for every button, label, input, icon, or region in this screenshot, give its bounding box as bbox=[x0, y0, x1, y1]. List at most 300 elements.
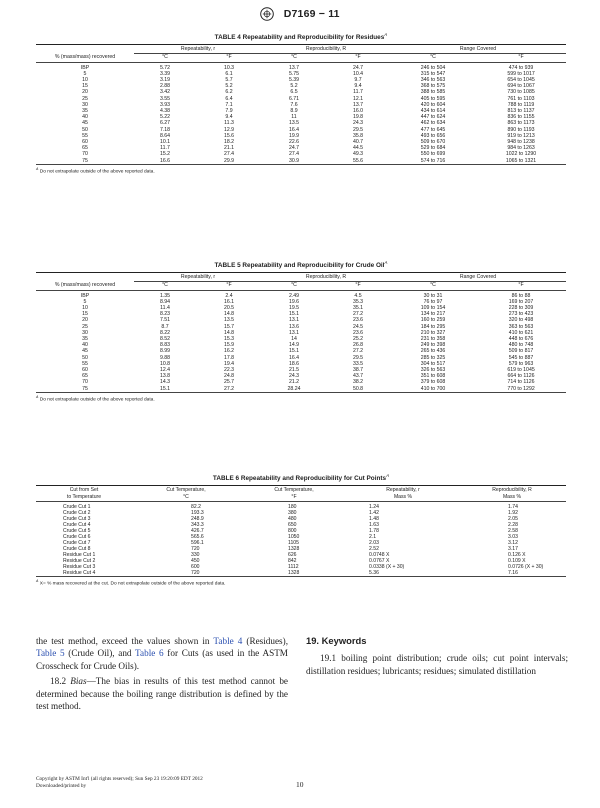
table-cell: 8.94 bbox=[159, 298, 171, 305]
table-cell: 15.1 bbox=[288, 348, 300, 355]
table-cell: 7.51 bbox=[159, 317, 171, 324]
row-label: 55 bbox=[82, 132, 88, 139]
table-cell: 9.7 bbox=[354, 76, 362, 83]
table5-unit-header: °F bbox=[326, 282, 390, 291]
header-line: Cut from Set bbox=[69, 487, 99, 494]
table-cell: 14 bbox=[291, 335, 297, 342]
table-cell: 351 to 608 bbox=[420, 373, 446, 380]
table-cell: 12.9 bbox=[223, 126, 235, 133]
copyright-line: Copyright by ASTM Int'l (all rights reserved); Sun Sep 23 19:20:09 EDT 2012 bbox=[36, 776, 203, 782]
table5-unit-header: °C bbox=[390, 282, 476, 291]
table-cell: 0.0726 (X + 30) bbox=[508, 563, 544, 570]
table-cell: 3.39 bbox=[159, 70, 171, 77]
table6-column-header bbox=[240, 486, 348, 502]
row-label: 75 bbox=[82, 157, 88, 164]
table-cell: 249 to 398 bbox=[420, 342, 446, 349]
row-label: 10 bbox=[82, 76, 88, 83]
table-cell: 13.1 bbox=[288, 329, 300, 336]
table-cell: 1.92 bbox=[508, 509, 518, 516]
table-cell: 1328 bbox=[288, 545, 300, 552]
header-line: to Temperature bbox=[66, 493, 102, 500]
table-cell: 16.1 bbox=[223, 298, 235, 305]
table-cell: 842 bbox=[288, 557, 297, 564]
table-cell: 30.9 bbox=[288, 157, 300, 164]
table-cell: 7.9 bbox=[225, 107, 233, 114]
table-cell: 21.1 bbox=[223, 145, 235, 152]
row-label: 50 bbox=[82, 126, 88, 133]
table-cell: 35.3 bbox=[352, 298, 364, 305]
table-cell: 2.28 bbox=[508, 521, 518, 528]
table4 bbox=[36, 45, 566, 164]
table-cell: 3.55 bbox=[159, 95, 171, 102]
table-cell: 8.9 bbox=[290, 107, 298, 114]
page-number: 10 bbox=[296, 780, 304, 789]
table-cell: 24.7 bbox=[352, 64, 364, 71]
table-cell: 13.7 bbox=[288, 64, 300, 71]
table5 bbox=[36, 273, 566, 392]
table-cell: 5.22 bbox=[159, 114, 171, 121]
table-cell: 82.2 bbox=[191, 503, 201, 510]
table-cell: 770 to 1292 bbox=[507, 385, 535, 392]
row-label: 20 bbox=[82, 317, 88, 324]
header-line: °F bbox=[291, 493, 297, 500]
table-cell: 16.2 bbox=[223, 348, 235, 355]
header-line: Mass % bbox=[393, 493, 413, 500]
table-cell: 368 to 575 bbox=[420, 83, 446, 90]
table-cell: 529 to 684 bbox=[420, 145, 446, 152]
row-label: IBP bbox=[80, 64, 90, 71]
table-cell: 890 to 1193 bbox=[507, 126, 535, 133]
row-label: 40 bbox=[82, 342, 88, 349]
table-cell: 3.42 bbox=[159, 89, 171, 96]
table-cell: 12.4 bbox=[159, 366, 171, 373]
row-label: 40 bbox=[82, 114, 88, 121]
table6-column-header bbox=[36, 486, 132, 502]
table4-group-range: Range Covered bbox=[390, 45, 566, 54]
table-cell: 24.5 bbox=[352, 323, 364, 330]
table-cell: 33.5 bbox=[352, 360, 364, 367]
table-cell: 4.38 bbox=[159, 107, 171, 114]
table-cell: 304 to 517 bbox=[420, 360, 446, 367]
table-cell: 24.3 bbox=[288, 373, 300, 380]
table-cell: 326 to 563 bbox=[420, 366, 446, 373]
table-cell: 76 to 97 bbox=[423, 298, 443, 305]
row-label: 35 bbox=[82, 107, 88, 114]
table-cell: 10.1 bbox=[159, 138, 171, 145]
table-cell: 29.9 bbox=[223, 157, 235, 164]
table-cell: 3.19 bbox=[159, 76, 171, 83]
copyright-footer bbox=[36, 776, 456, 790]
table-cell: 3.17 bbox=[508, 545, 518, 552]
table-cell: 1.63 bbox=[369, 521, 379, 528]
table-cell: 863 to 1173 bbox=[507, 120, 535, 127]
header-line: Cut Temperature, bbox=[166, 487, 206, 494]
table-cell: 50.8 bbox=[352, 385, 364, 392]
table-cell: 379 to 608 bbox=[420, 379, 446, 386]
table-cell: 184 to 295 bbox=[420, 323, 446, 330]
table-cell: 160 to 259 bbox=[420, 317, 446, 324]
table-cell: 43.7 bbox=[352, 373, 364, 380]
table-cell: 509 to 670 bbox=[420, 138, 446, 145]
table-cell: 246 to 504 bbox=[420, 64, 446, 71]
table5-group-repeatability: Repeatability, r bbox=[134, 273, 262, 282]
table-row bbox=[36, 502, 566, 510]
table5-link[interactable]: Table 5 bbox=[36, 648, 65, 659]
table5-unit-header: °C bbox=[262, 282, 326, 291]
table-cell: 545 to 887 bbox=[508, 354, 534, 361]
table-cell: 654 to 1045 bbox=[507, 76, 535, 83]
table-cell: 2.58 bbox=[508, 527, 518, 534]
table-cell: 11 bbox=[291, 114, 297, 121]
table-cell: 730 to 1085 bbox=[507, 89, 535, 96]
table-cell: 22.3 bbox=[223, 366, 235, 373]
table-cell: 8.64 bbox=[159, 132, 171, 139]
table-cell: 15.1 bbox=[159, 385, 171, 392]
table-cell: 231 to 358 bbox=[420, 335, 446, 342]
row-label: 5 bbox=[83, 70, 87, 77]
table-cell: 23.6 bbox=[352, 329, 364, 336]
table-cell: 550 to 699 bbox=[420, 151, 446, 158]
astm-logo-icon bbox=[260, 7, 274, 21]
row-label: Crude Cut 6 bbox=[63, 533, 91, 540]
table-row bbox=[36, 291, 566, 299]
table6 bbox=[36, 486, 566, 576]
table-cell: 38.2 bbox=[352, 379, 364, 386]
table6-column-header bbox=[458, 486, 566, 502]
table-cell: 21.5 bbox=[288, 366, 300, 373]
table-cell: 38.7 bbox=[352, 366, 364, 373]
table4-unit-header: °F bbox=[196, 54, 262, 63]
table-cell: 13.6 bbox=[288, 323, 300, 330]
table-cell: 5.36 bbox=[369, 569, 379, 576]
row-label: IBP bbox=[80, 292, 90, 299]
table4-link[interactable]: Table 4 bbox=[213, 636, 243, 646]
table-cell: 405 to 595 bbox=[420, 95, 446, 102]
table-cell: 14.8 bbox=[223, 329, 235, 336]
table-cell: 49.3 bbox=[352, 151, 364, 158]
table-cell: 7.6 bbox=[290, 101, 298, 108]
table-cell: 714 to 1126 bbox=[507, 379, 535, 386]
table-cell: 11.4 bbox=[160, 304, 170, 311]
row-label: 5 bbox=[83, 298, 87, 305]
table-cell: 579 to 963 bbox=[508, 360, 534, 367]
header-line: °C bbox=[183, 493, 189, 500]
table-cell: 15.6 bbox=[223, 132, 235, 139]
table-cell: 410 to 700 bbox=[420, 385, 446, 392]
table-cell: 948 to 1238 bbox=[507, 138, 535, 145]
row-label: 65 bbox=[82, 373, 88, 380]
table-cell: 22.6 bbox=[288, 138, 300, 145]
table-cell: 25.7 bbox=[223, 379, 235, 386]
table-cell: 363 to 563 bbox=[508, 323, 534, 330]
table-cell: 55.6 bbox=[352, 157, 364, 164]
table-cell: 7.16 bbox=[508, 569, 518, 576]
table6-title: TABLE 6 Repeatability and Reproducibility for Cut Points$^A$ bbox=[212, 473, 390, 483]
row-label: 25 bbox=[82, 95, 88, 102]
table-cell: 13.8 bbox=[159, 373, 171, 380]
table-cell: 434 to 614 bbox=[420, 107, 446, 114]
body-text-right bbox=[306, 635, 568, 677]
table-cell: 24.7 bbox=[288, 145, 300, 152]
table-cell: 19.5 bbox=[288, 304, 300, 311]
table-cell: 265 to 436 bbox=[420, 348, 446, 355]
header-line: Mass % bbox=[502, 493, 522, 500]
table5-group-reproducibility: Reproducibility, R bbox=[262, 273, 390, 282]
table-cell: 11.3 bbox=[224, 120, 234, 127]
table-cell: 343.3 bbox=[191, 521, 204, 528]
table-cell: 20.5 bbox=[223, 304, 235, 311]
row-label: 45 bbox=[82, 348, 88, 355]
row-label: Residue Cut 1 bbox=[63, 551, 96, 558]
table-cell: 5.39 bbox=[288, 76, 300, 83]
table-cell: 1328 bbox=[288, 569, 300, 576]
table5-unit-header: °F bbox=[196, 282, 262, 291]
table-cell: 15.9 bbox=[223, 342, 235, 349]
table-cell: 19.8 bbox=[352, 114, 364, 121]
header-line: Cut Temperature, bbox=[274, 487, 314, 494]
table-cell: 44.5 bbox=[352, 145, 364, 152]
table-cell: 388 to 585 bbox=[420, 89, 446, 96]
table-cell: 27.4 bbox=[223, 151, 235, 158]
table6-column-header bbox=[132, 486, 240, 502]
header-line: Repeatability, r bbox=[386, 487, 420, 494]
table-cell: 0.0338 (X + 30) bbox=[369, 563, 405, 570]
row-label: 25 bbox=[82, 323, 88, 330]
row-label: 45 bbox=[82, 120, 88, 127]
table-cell: 9.88 bbox=[159, 354, 171, 361]
table4-group-repeatability: Repeatability, r bbox=[134, 45, 262, 54]
page-header bbox=[0, 5, 600, 25]
row-label: 15 bbox=[82, 83, 88, 90]
table-cell: 9.4 bbox=[354, 83, 362, 90]
table-cell: 18.6 bbox=[288, 360, 300, 367]
table-cell: 5.2 bbox=[225, 83, 233, 90]
table-cell: 228 to 309 bbox=[508, 304, 534, 311]
table-cell: 24.8 bbox=[223, 373, 235, 380]
row-label: 65 bbox=[82, 145, 88, 152]
table-cell: 10.3 bbox=[223, 64, 235, 71]
row-label: 75 bbox=[82, 385, 88, 392]
table-cell: 285 to 325 bbox=[420, 354, 446, 361]
table-cell: 380 bbox=[288, 509, 297, 516]
table4-footnote: $^A$ Do not extrapolate outside of the above reported data. bbox=[36, 164, 566, 176]
table6-footnote: $^A$ X= % mass recovered at the cut. Do not extrapolate outside of the above reported data. bbox=[36, 576, 566, 588]
paragraph-18-1-continuation: the test method, exceed the values shown in Table 4 (Residues), Table 5 (Crude Oil), and Table 6 for Cuts (as used in the ASTM Crosscheck for Crude Oils). bbox=[36, 636, 288, 671]
row-label: 70 bbox=[82, 379, 88, 386]
table-cell: 650 bbox=[288, 521, 297, 528]
table-cell: 15.2 bbox=[159, 151, 171, 158]
table-cell: 984 to 1263 bbox=[507, 145, 535, 152]
table-cell: 35.8 bbox=[352, 132, 364, 139]
row-label: 30 bbox=[82, 101, 88, 108]
table-cell: 6.1 bbox=[225, 70, 233, 77]
table-cell: 15.1 bbox=[288, 311, 300, 318]
table-cell: 2.52 bbox=[369, 545, 379, 552]
table-cell: 1.48 bbox=[369, 515, 379, 522]
table-cell: 16.0 bbox=[352, 107, 364, 114]
table-cell: 509 to 817 bbox=[508, 348, 534, 355]
table5-group-range: Range Covered bbox=[390, 273, 566, 282]
table-cell: 3.03 bbox=[508, 533, 518, 540]
table-cell: 8.22 bbox=[159, 329, 171, 336]
table-cell: 10.4 bbox=[352, 70, 364, 77]
table-cell: 0.109 X bbox=[508, 557, 526, 564]
table4-title: TABLE 4 Repeatability and Reproducibility for Residues$^A$ bbox=[214, 32, 388, 42]
table-cell: 477 to 645 bbox=[420, 126, 446, 133]
table-cell: 35.1 bbox=[352, 304, 364, 311]
table-cell: 694 to 1067 bbox=[507, 83, 535, 90]
table-cell: 30 to 31 bbox=[423, 292, 443, 299]
table-cell: 210 to 327 bbox=[420, 329, 446, 336]
table-cell: 29.5 bbox=[352, 126, 364, 133]
table-cell: 27.2 bbox=[352, 348, 364, 355]
table-cell: 17.8 bbox=[223, 354, 235, 361]
table-cell: 480 to 748 bbox=[508, 342, 534, 349]
table-cell: 8.23 bbox=[159, 311, 171, 318]
table-cell: 3.12 bbox=[508, 539, 518, 546]
table-cell: 720 bbox=[191, 545, 200, 552]
table-cell: 448 to 676 bbox=[508, 335, 534, 342]
row-label: Crude Cut 7 bbox=[63, 539, 91, 546]
table-cell: 1112 bbox=[288, 563, 299, 570]
table-cell: 836 to 1155 bbox=[507, 114, 535, 121]
table-cell: 169 to 207 bbox=[508, 298, 534, 305]
table-cell: 664 to 1126 bbox=[507, 373, 535, 380]
table-cell: 19.4 bbox=[223, 360, 235, 367]
table-cell: 599 to 1017 bbox=[507, 70, 535, 77]
table-cell: 6.27 bbox=[159, 120, 171, 127]
table-cell: 15.7 bbox=[223, 323, 235, 330]
table-cell: 10.8 bbox=[159, 360, 171, 367]
table-cell: 14.3 bbox=[159, 379, 171, 386]
row-label: Crude Cut 4 bbox=[63, 521, 91, 528]
table-cell: 493 to 656 bbox=[420, 132, 446, 139]
table-cell: 27.2 bbox=[223, 385, 235, 392]
table-cell: 15.3 bbox=[223, 335, 235, 342]
table-cell: 1.78 bbox=[369, 527, 379, 534]
table4-group-reproducibility: Reproducibility, R bbox=[262, 45, 390, 54]
table-cell: 5.2 bbox=[290, 83, 298, 90]
table-cell: 2.05 bbox=[508, 515, 518, 522]
table-cell: 26.8 bbox=[352, 342, 364, 349]
table-cell: 919 to 1213 bbox=[507, 132, 535, 139]
table-cell: 25.2 bbox=[352, 335, 364, 342]
table-cell: 462 to 634 bbox=[420, 120, 446, 127]
table-cell: 330 bbox=[191, 551, 200, 558]
row-label: Crude Cut 8 bbox=[63, 545, 91, 552]
table-cell: 21.2 bbox=[288, 379, 300, 386]
row-label: Crude Cut 1 bbox=[63, 503, 91, 510]
table-cell: 813 to 1137 bbox=[507, 107, 535, 114]
table-cell: 273 to 423 bbox=[508, 311, 534, 318]
table-cell: 2.03 bbox=[369, 539, 379, 546]
row-label: Crude Cut 3 bbox=[63, 515, 91, 522]
table-cell: 346 to 563 bbox=[420, 76, 446, 83]
table-cell: 1.42 bbox=[369, 509, 379, 516]
table-cell: 12.1 bbox=[352, 95, 364, 102]
table4-row-header: % (mass/mass) recovered bbox=[36, 45, 134, 62]
table-cell: 8.99 bbox=[159, 348, 171, 355]
table5-title: TABLE 5 Repeatability and Reproducibility for Crude Oil$^A$ bbox=[214, 260, 388, 270]
table-cell: 6.4 bbox=[225, 95, 233, 102]
table-cell: 1.24 bbox=[369, 503, 379, 510]
table-cell: 788 to 1119 bbox=[507, 101, 535, 108]
table4-unit-header: °C bbox=[390, 54, 476, 63]
table-cell: 447 to 624 bbox=[420, 114, 446, 121]
table4-unit-header: °F bbox=[476, 54, 566, 63]
table5-row-header: % (mass/mass) recovered bbox=[36, 273, 134, 290]
paragraph-18-2-bias: 18.2 Bias—The bias in results of this test method cannot be determined because the boiling range distribution is defined by the test method. bbox=[36, 676, 289, 712]
table-cell: 18.2 bbox=[223, 138, 235, 145]
table-cell: 16.6 bbox=[159, 157, 171, 164]
table-cell: 1.74 bbox=[508, 503, 518, 510]
table-cell: 1022 to 1290 bbox=[505, 151, 537, 158]
table6-block bbox=[36, 471, 566, 588]
table-cell: 2.49 bbox=[288, 292, 300, 299]
table-cell: 19.6 bbox=[288, 298, 300, 305]
table5-block bbox=[36, 258, 566, 403]
table-cell: 1065 to 1321 bbox=[505, 157, 537, 164]
table6-column-header bbox=[348, 486, 458, 502]
table-cell: 0.0748 X bbox=[369, 551, 390, 558]
table5-footnote: $^A$ Do not extrapolate outside of the above reported data. bbox=[36, 392, 566, 404]
row-label: 70 bbox=[82, 151, 88, 158]
table5-unit-header: °C bbox=[134, 282, 196, 291]
table-cell: 0.0767 X bbox=[369, 557, 390, 564]
table-cell: 5.7 bbox=[225, 76, 233, 83]
table-cell: 6.71 bbox=[288, 95, 300, 102]
downloaded-line: Downloaded/printed by bbox=[36, 783, 87, 789]
table-cell: 8.83 bbox=[159, 342, 171, 349]
table-cell: 4.5 bbox=[354, 292, 362, 299]
table4-block bbox=[36, 30, 566, 175]
table-cell: 16.4 bbox=[288, 354, 300, 361]
table4-unit-header: °F bbox=[326, 54, 390, 63]
table-cell: 11.7 bbox=[160, 145, 170, 152]
row-label: 20 bbox=[82, 89, 88, 96]
header-line: Reproducibility, R bbox=[492, 487, 532, 494]
table-cell: 86 to 88 bbox=[511, 292, 531, 299]
row-label: Crude Cut 5 bbox=[63, 527, 91, 534]
table-cell: 574 to 716 bbox=[420, 157, 446, 164]
table-cell: 315 to 547 bbox=[420, 70, 446, 77]
table-cell: 40.7 bbox=[352, 138, 364, 145]
table-cell: 420 to 604 bbox=[420, 101, 446, 108]
table-cell: 626 bbox=[288, 551, 297, 558]
table-cell: 0.126 X bbox=[508, 551, 526, 558]
row-label: Residue Cut 3 bbox=[63, 563, 96, 570]
row-label: Crude Cut 2 bbox=[63, 509, 91, 516]
table5-unit-header: °F bbox=[476, 282, 566, 291]
table-cell: 13.7 bbox=[352, 101, 364, 108]
table-cell: 14.9 bbox=[288, 342, 300, 349]
table-cell: 7.1 bbox=[225, 101, 233, 108]
table-cell: 134 to 217 bbox=[420, 311, 446, 318]
row-label: 60 bbox=[82, 366, 88, 373]
table-cell: 13.5 bbox=[288, 120, 300, 127]
table6-link[interactable]: Table 6 bbox=[135, 648, 164, 659]
table-cell: 8.7 bbox=[161, 323, 169, 330]
table-cell: 8.52 bbox=[159, 335, 171, 342]
table4-unit-header: °C bbox=[134, 54, 196, 63]
table-cell: 1.35 bbox=[159, 292, 171, 299]
table-cell: 761 to 1103 bbox=[507, 95, 535, 102]
table-cell: 16.4 bbox=[288, 126, 300, 133]
row-label: 60 bbox=[82, 138, 88, 145]
table-cell: 596.1 bbox=[191, 539, 204, 546]
table-cell: 9.4 bbox=[225, 114, 233, 121]
row-label: Residue Cut 4 bbox=[63, 569, 96, 576]
